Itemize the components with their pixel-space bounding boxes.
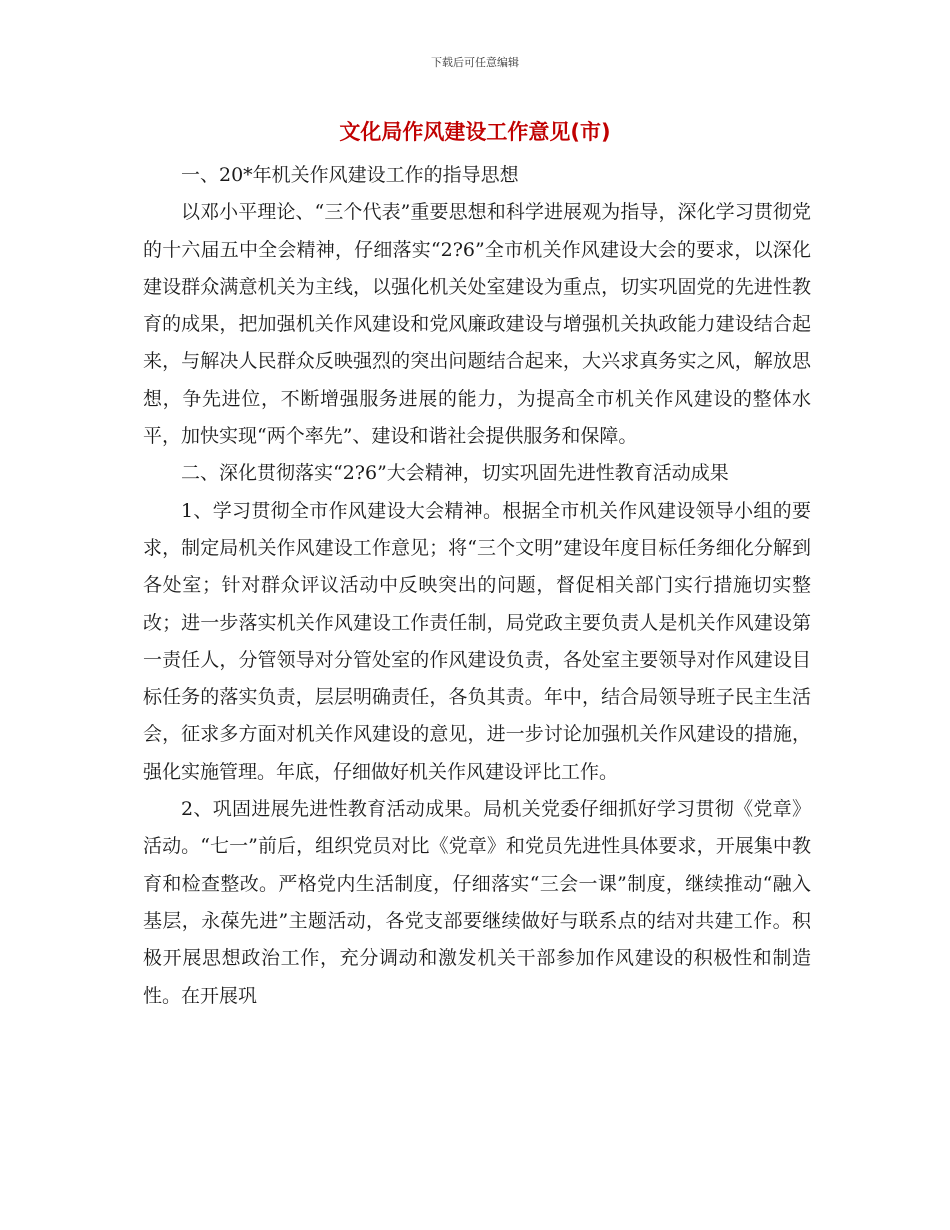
paragraph-item-2: 2、巩固进展先进性教育活动成果。局机关党委仔细抓好学习贯彻《党章》活动。“七一”前后，组织党员对比《党章》和党员先进性具体要求，开展集中教育和检查整改。严格党内生活制度，仔细落实“三会一课”制度，继续推动“融入基层，永葆先进”主题活动，各党支部要继续做好与联系点的结对共建工作。积极开展思想政治工作，充分调动和激发机关干部参加作风建设的积极性和制造性。在开展巩 — [143, 798, 811, 1007]
page-header: 下载后可任意编辑 — [431, 56, 519, 69]
paragraph-guiding-ideology: 以邓小平理论、“三个代表”重要思想和科学进展观为指导，深化学习贯彻党的十六届五中全会精神，仔细落实“2?6”全市机关作风建设大会的要求，以深化建设群众满意机关为主线，以强化机关处室建设为重点，切实巩固党的先进性教育的成果，把加强机关作风建设和党风廉政建设与增强机关执政能力建设结合起来，与解决人民群众反映强烈的突出问题结合起来，大兴求真务实之风，解放思想，争先进位，不断增强服务进展的能力，为提高全市机关作风建设的整体水平，加快实现“两个率先”、建设和谐社会提供服务和保障。 — [143, 201, 811, 448]
document-body — [143, 157, 811, 1015]
section-heading-1: 一、20*年机关作风建设工作的指导思想 — [181, 164, 519, 186]
document-title: 文化局作风建设工作意见(市) — [339, 120, 611, 144]
paragraph-item-1: 1、学习贯彻全市作风建设大会精神。根据全市机关作风建设领导小组的要求，制定局机关作风建设工作意见；将“三个文明”建设年度目标任务细化分解到各处室；针对群众评议活动中反映突出的问题，督促相关部门实行措施切实整改；进一步落实机关作风建设工作责任制，局党政主要负责人是机关作风建设第一责任人，分管领导对分管处室的作风建设负责，各处室主要领导对作风建设目标任务的落实负责，层层明确责任，各负其责。年中，结合局领导班子民主生活会，征求多方面对机关作风建设的意见，进一步讨论加强机关作风建设的措施，强化实施管理。年底，仔细做好机关作风建设评比工作。 — [143, 499, 811, 783]
section-heading-2: 二、深化贯彻落实“2?6”大会精神，切实巩固先进性教育活动成果 — [181, 462, 729, 485]
